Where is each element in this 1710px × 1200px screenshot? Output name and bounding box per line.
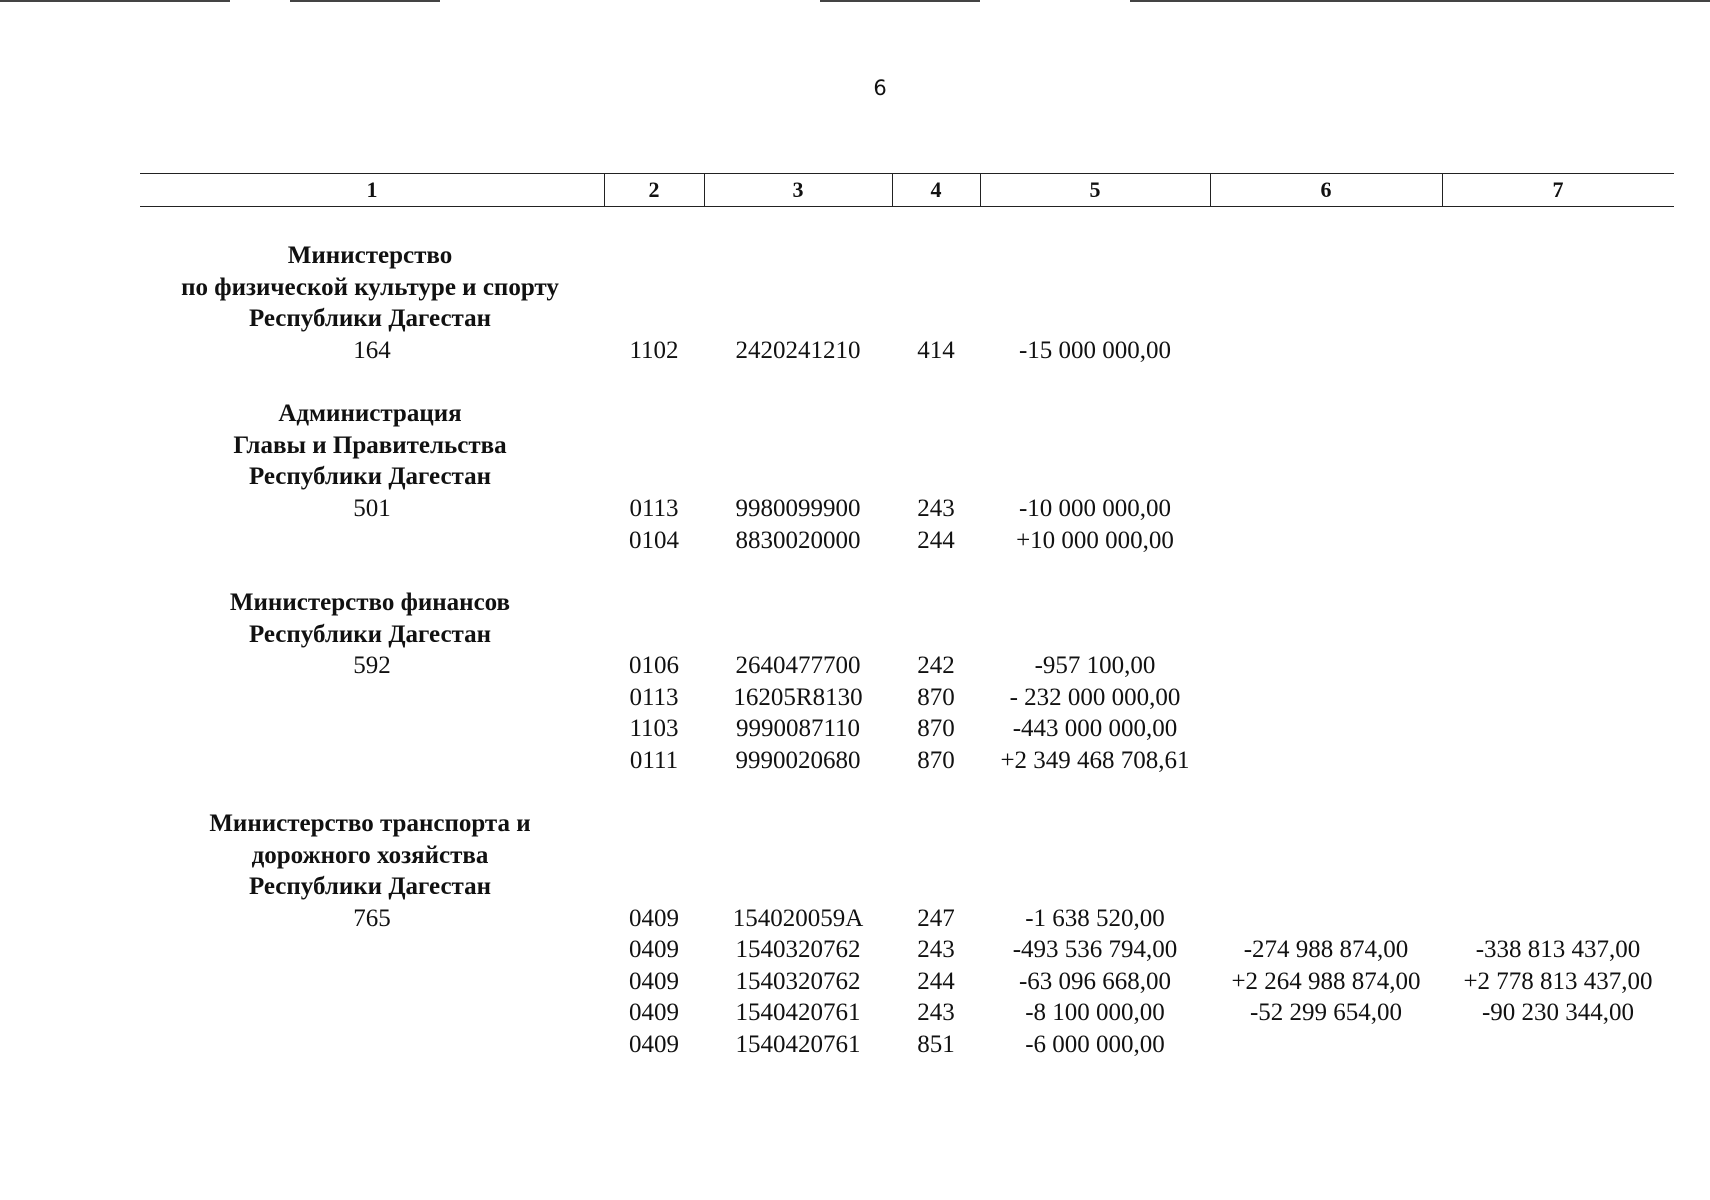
cell-amount-col5: -6 000 000,00 — [1025, 1031, 1165, 1058]
org-name-sport-ministry — [140, 240, 600, 335]
cell-target-code: 2420241210 — [735, 337, 861, 364]
cell-org-code: 592 — [353, 652, 391, 679]
cell-target-code: 1540420761 — [735, 999, 861, 1026]
cell-section-code: 0113 — [629, 495, 679, 522]
cell-amount-col5: +10 000 000,00 — [1016, 527, 1174, 554]
cell-expense-type: 243 — [917, 936, 955, 963]
table-column-headers — [140, 173, 1674, 207]
cell-org-code: 765 — [353, 905, 391, 932]
cell-section-code: 0409 — [629, 936, 679, 963]
cell-section-code: 0409 — [629, 968, 679, 995]
cell-section-code: 0409 — [629, 1031, 679, 1058]
cell-amount-col7: -90 230 344,00 — [1481, 999, 1635, 1026]
cell-target-code: 1540320762 — [735, 936, 861, 963]
cell-amount-col6: -52 299 654,00 — [1249, 999, 1403, 1026]
table-row — [140, 934, 1674, 966]
cell-expense-type: 870 — [917, 715, 955, 742]
cell-amount-col5: -493 536 794,00 — [1012, 936, 1178, 963]
column-header-7: 7 — [1552, 177, 1564, 202]
cell-section-code: 0113 — [629, 684, 679, 711]
table-row — [140, 997, 1674, 1029]
org-name-line: Администрация — [278, 400, 462, 427]
table-row — [140, 1029, 1674, 1061]
cell-target-code: 2640477700 — [735, 652, 861, 679]
cell-target-code: 9990087110 — [735, 715, 861, 742]
cell-section-code: 0409 — [629, 999, 679, 1026]
cell-amount-col6: -274 988 874,00 — [1243, 936, 1409, 963]
org-name-line: Министерство — [287, 242, 453, 269]
org-name-administration — [140, 398, 600, 493]
cell-amount-col5: -443 000 000,00 — [1012, 715, 1178, 742]
cell-amount-col7: -338 813 437,00 — [1475, 936, 1641, 963]
cell-target-code: 16205R8130 — [733, 684, 863, 711]
cell-target-code: 9980099900 — [735, 495, 861, 522]
cell-section-code: 0104 — [629, 527, 679, 554]
cell-amount-col5: -10 000 000,00 — [1018, 495, 1172, 522]
cell-expense-type: 243 — [917, 495, 955, 522]
cell-target-code: 9990020680 — [735, 747, 861, 774]
scan-edge-mark — [290, 0, 440, 2]
column-header-5: 5 — [980, 174, 1211, 206]
table-row — [140, 966, 1674, 998]
cell-target-code: 154020059A — [732, 905, 864, 932]
table-row — [140, 745, 1674, 777]
org-name-line: дорожного хозяйства — [251, 841, 489, 869]
column-header-1: 1 — [140, 174, 605, 206]
cell-expense-type: 244 — [917, 527, 955, 554]
cell-expense-type: 247 — [917, 905, 955, 932]
table-row — [140, 493, 1674, 525]
cell-section-code: 1103 — [629, 715, 679, 742]
org-name-line: Министерство финансов — [229, 589, 511, 616]
cell-expense-type: 414 — [917, 337, 955, 364]
cell-amount-col5: -957 100,00 — [1034, 652, 1156, 679]
org-name-line: по физической культуре и спорту — [181, 273, 559, 301]
cell-expense-type: 242 — [917, 652, 955, 679]
table-row — [140, 713, 1674, 745]
org-name-line: Республики Дагестан — [248, 463, 492, 491]
cell-target-code: 1540320762 — [735, 968, 861, 995]
org-name-finance-ministry — [140, 587, 600, 650]
cell-expense-type: 851 — [917, 1031, 955, 1058]
column-header-6: 6 — [1210, 174, 1443, 206]
org-name-line: Республики Дагестан — [248, 873, 492, 901]
cell-section-code: 1102 — [629, 337, 679, 364]
cell-expense-type: 870 — [917, 747, 955, 774]
cell-amount-col5: -1 638 520,00 — [1025, 905, 1165, 932]
column-header-2: 2 — [604, 174, 705, 206]
table-row — [140, 903, 1674, 935]
org-name-line: Республики Дагестан — [248, 305, 492, 333]
cell-section-code: 0409 — [629, 905, 679, 932]
table-row — [140, 525, 1674, 557]
cell-amount-col5: - 232 000 000,00 — [1009, 684, 1181, 711]
column-header-3: 3 — [704, 174, 893, 206]
scan-edge-mark — [820, 0, 980, 2]
org-name-line: Республики Дагестан — [248, 620, 492, 648]
cell-amount-col5: -63 096 668,00 — [1018, 968, 1172, 995]
table-row — [140, 682, 1674, 714]
table-row — [140, 650, 1674, 682]
scan-edge-mark — [1130, 0, 1710, 2]
org-name-line: Главы и Правительства — [233, 431, 507, 459]
cell-target-code: 1540420761 — [735, 1031, 861, 1058]
column-header-4: 4 — [892, 174, 981, 206]
cell-section-code: 0106 — [629, 652, 679, 679]
cell-target-code: 8830020000 — [735, 527, 861, 554]
org-name-transport-ministry — [140, 808, 600, 903]
cell-expense-type: 244 — [917, 968, 955, 995]
cell-amount-col5: -15 000 000,00 — [1018, 337, 1172, 364]
cell-amount-col5: -8 100 000,00 — [1025, 999, 1165, 1026]
org-name-line: Министерство транспорта и — [209, 810, 531, 837]
table-row — [140, 335, 1674, 367]
cell-org-code: 501 — [353, 495, 391, 522]
scan-edge-mark — [0, 0, 230, 2]
cell-section-code: 0111 — [629, 747, 679, 774]
cell-amount-col5: +2 349 468 708,61 — [1000, 747, 1190, 774]
page-number: 6 — [873, 76, 887, 100]
cell-expense-type: 243 — [917, 999, 955, 1026]
cell-expense-type: 870 — [917, 684, 955, 711]
cell-amount-col6: +2 264 988 874,00 — [1231, 968, 1421, 995]
cell-org-code: 164 — [353, 337, 391, 364]
cell-amount-col7: +2 778 813 437,00 — [1463, 968, 1653, 995]
